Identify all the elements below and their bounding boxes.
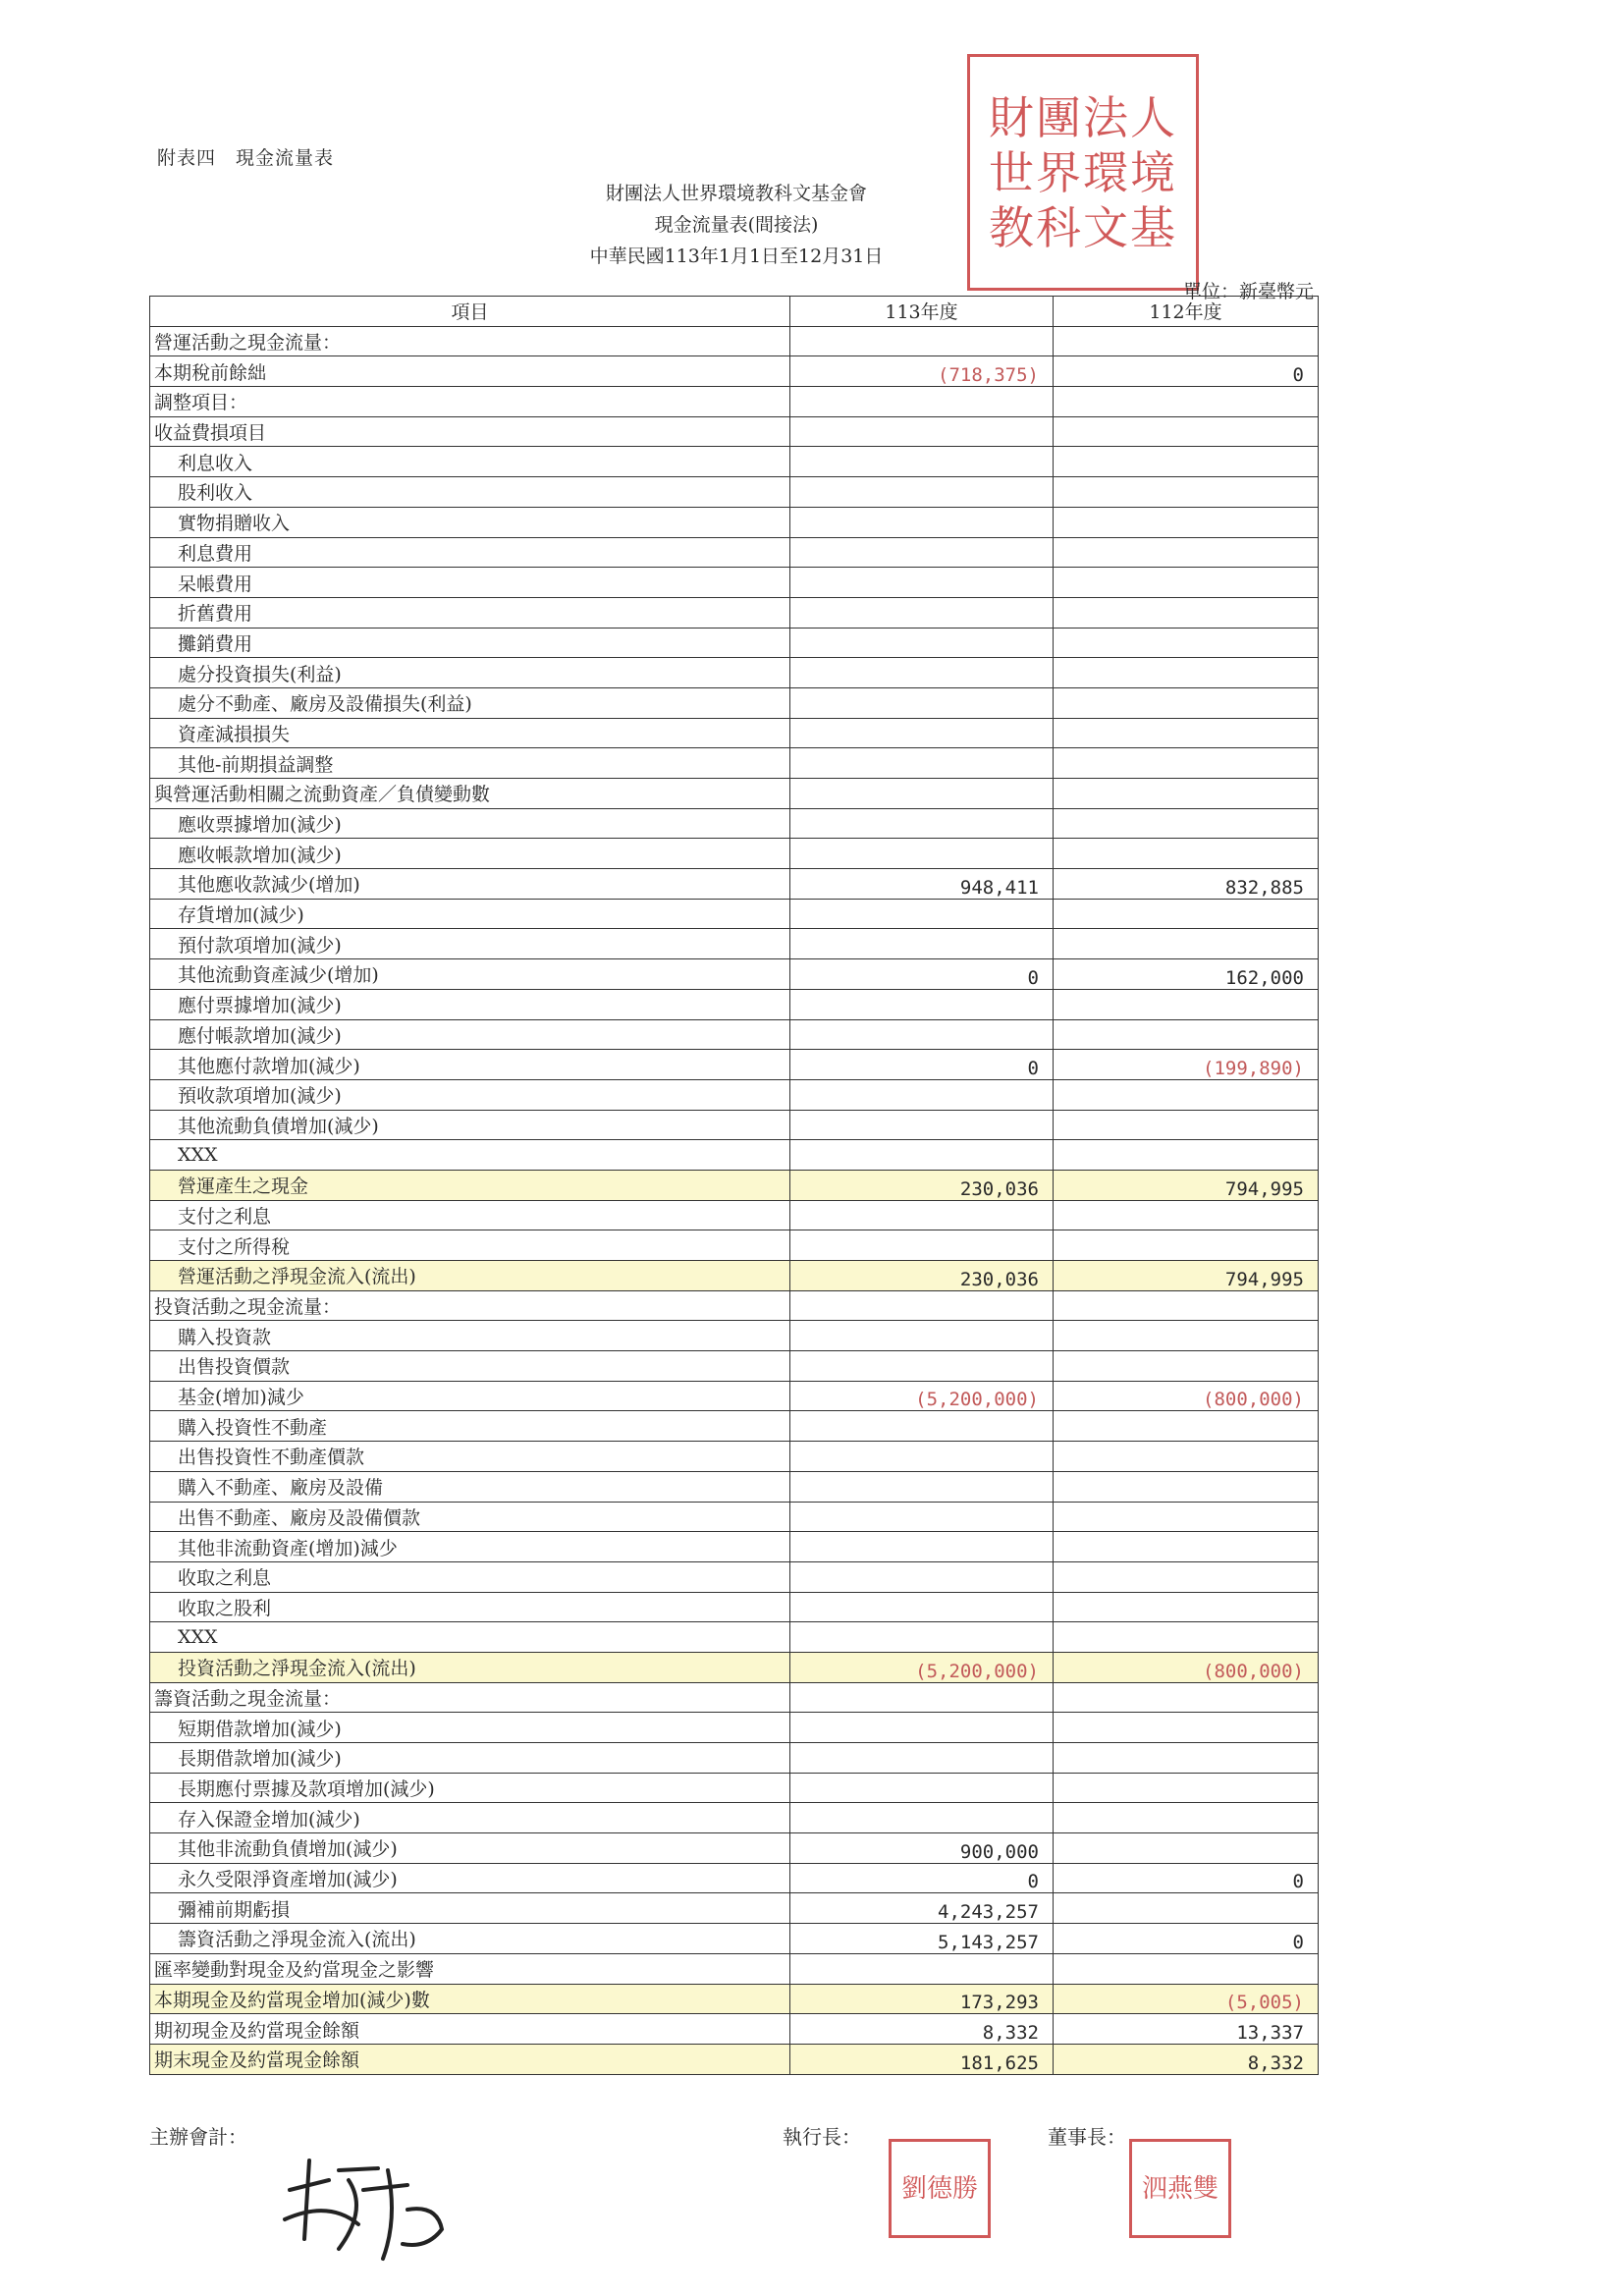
row-label: 投資活動之淨現金流入(流出) xyxy=(150,1652,790,1682)
row-value-y113: 4,243,257 xyxy=(790,1893,1054,1924)
row-label: 投資活動之現金流量： xyxy=(150,1290,790,1321)
row-label: 基金(增加)減少 xyxy=(150,1381,790,1411)
row-value-y112 xyxy=(1054,839,1319,869)
row-value-y113: (5,200,000) xyxy=(790,1381,1054,1411)
table-row xyxy=(150,1140,1319,1171)
row-value-y113 xyxy=(790,929,1054,959)
row-value-y112 xyxy=(1054,748,1319,779)
row-label: XXX xyxy=(150,1622,790,1653)
row-label: 與營運活動相關之流動資產／負債變動數 xyxy=(150,779,790,809)
row-value-y112 xyxy=(1054,1953,1319,1984)
row-value-y112 xyxy=(1054,1471,1319,1502)
row-label: 應付票據增加(減少) xyxy=(150,989,790,1019)
row-value-y113 xyxy=(790,1743,1054,1774)
table-row xyxy=(150,779,1319,809)
row-label: 處分投資損失(利益) xyxy=(150,658,790,688)
row-value-y113: 900,000 xyxy=(790,1833,1054,1864)
table-row xyxy=(150,477,1319,508)
chairman-label: 董事長： xyxy=(1048,2125,1126,2149)
row-value-y113 xyxy=(790,1442,1054,1472)
accountant-signature xyxy=(270,2151,466,2269)
row-label: 其他應付款增加(減少) xyxy=(150,1050,790,1080)
table-row xyxy=(150,416,1319,447)
row-label: 籌資活動之淨現金流入(流出) xyxy=(150,1924,790,1954)
table-row xyxy=(150,1290,1319,1321)
row-value-y113 xyxy=(790,387,1054,417)
column-header-112: 112年度 xyxy=(1054,297,1319,327)
row-value-y113 xyxy=(790,1713,1054,1743)
table-row xyxy=(150,1471,1319,1502)
table-row xyxy=(150,1924,1319,1954)
row-value-y112 xyxy=(1054,1290,1319,1321)
row-value-y112 xyxy=(1054,1019,1319,1050)
statement-period: 中華民國113年1月1日至12月31日 xyxy=(589,246,884,267)
table-row xyxy=(150,387,1319,417)
row-value-y112 xyxy=(1054,1502,1319,1532)
table-row xyxy=(150,1110,1319,1140)
table-row xyxy=(150,1442,1319,1472)
row-value-y112: 162,000 xyxy=(1054,959,1319,990)
table-row xyxy=(150,507,1319,537)
row-value-y113 xyxy=(790,1351,1054,1382)
row-value-y112 xyxy=(1054,416,1319,447)
row-label: 營運活動之淨現金流入(流出) xyxy=(150,1261,790,1291)
row-value-y112 xyxy=(1054,687,1319,718)
row-label: 營運產生之現金 xyxy=(150,1170,790,1200)
row-value-y112 xyxy=(1054,1200,1319,1230)
table-row xyxy=(150,1261,1319,1291)
table-row xyxy=(150,628,1319,658)
table-row xyxy=(150,1230,1319,1261)
table-row xyxy=(150,687,1319,718)
statement-title: 現金流量表(間接法) xyxy=(654,214,819,236)
row-value-y113: 181,625 xyxy=(790,2044,1054,2074)
chairman-seal: 泗燕雙 xyxy=(1129,2139,1231,2238)
cash-flow-table xyxy=(149,296,1319,2075)
row-label: 呆帳費用 xyxy=(150,568,790,598)
row-value-y113 xyxy=(790,537,1054,568)
row-label: 其他流動資產減少(增加) xyxy=(150,959,790,990)
row-value-y113 xyxy=(790,1773,1054,1803)
row-label: 收取之利息 xyxy=(150,1561,790,1592)
row-label: 其他流動負債增加(減少) xyxy=(150,1110,790,1140)
row-value-y112 xyxy=(1054,1893,1319,1924)
table-row xyxy=(150,1682,1319,1713)
row-value-y112 xyxy=(1054,447,1319,477)
table-row xyxy=(150,1984,1319,2014)
row-label: 其他非流動資產(增加)減少 xyxy=(150,1532,790,1562)
attachment-label: 附表四 現金流量表 xyxy=(157,147,335,169)
row-value-y112: 13,337 xyxy=(1054,2014,1319,2045)
row-value-y112 xyxy=(1054,718,1319,748)
row-value-y112 xyxy=(1054,1110,1319,1140)
row-label: 彌補前期虧損 xyxy=(150,1893,790,1924)
row-value-y113 xyxy=(790,748,1054,779)
row-label: 本期現金及約當現金增加(減少)數 xyxy=(150,1984,790,2014)
table-row xyxy=(150,1863,1319,1893)
row-value-y112: (800,000) xyxy=(1054,1381,1319,1411)
row-value-y112 xyxy=(1054,1713,1319,1743)
row-value-y112 xyxy=(1054,779,1319,809)
row-value-y112 xyxy=(1054,658,1319,688)
row-value-y112 xyxy=(1054,628,1319,658)
row-label: 購入投資性不動產 xyxy=(150,1411,790,1442)
row-value-y113 xyxy=(790,839,1054,869)
row-value-y113 xyxy=(790,808,1054,839)
table-row xyxy=(150,1652,1319,1682)
row-value-y113 xyxy=(790,507,1054,537)
row-label: 應付帳款增加(減少) xyxy=(150,1019,790,1050)
row-value-y112 xyxy=(1054,989,1319,1019)
row-label: 永久受限淨資產增加(減少) xyxy=(150,1863,790,1893)
table-row xyxy=(150,748,1319,779)
row-value-y113 xyxy=(790,899,1054,929)
row-value-y113 xyxy=(790,989,1054,1019)
row-value-y112: 0 xyxy=(1054,1863,1319,1893)
row-label: 折舊費用 xyxy=(150,597,790,628)
row-label: 實物捐贈收入 xyxy=(150,507,790,537)
row-label: 應收帳款增加(減少) xyxy=(150,839,790,869)
row-value-y113: 230,036 xyxy=(790,1261,1054,1291)
row-label: 其他非流動負債增加(減少) xyxy=(150,1833,790,1864)
row-value-y112 xyxy=(1054,1321,1319,1351)
row-value-y113 xyxy=(790,568,1054,598)
row-label: 其他應收款減少(增加) xyxy=(150,869,790,900)
table-row xyxy=(150,929,1319,959)
row-value-y113: 0 xyxy=(790,1050,1054,1080)
row-label: 應收票據增加(減少) xyxy=(150,808,790,839)
row-value-y113: (718,375) xyxy=(790,356,1054,387)
row-value-y112 xyxy=(1054,1532,1319,1562)
row-value-y113 xyxy=(790,1200,1054,1230)
row-label: 利息收入 xyxy=(150,447,790,477)
row-value-y113 xyxy=(790,1411,1054,1442)
row-label: 期初現金及約當現金餘額 xyxy=(150,2014,790,2045)
row-label: 收益費損項目 xyxy=(150,416,790,447)
row-value-y112: 8,332 xyxy=(1054,2044,1319,2074)
row-value-y112: 0 xyxy=(1054,1924,1319,1954)
table-row xyxy=(150,989,1319,1019)
row-label: 出售投資性不動產價款 xyxy=(150,1442,790,1472)
table-row xyxy=(150,1351,1319,1382)
row-value-y112 xyxy=(1054,326,1319,356)
row-label: 長期借款增加(減少) xyxy=(150,1743,790,1774)
row-label: 本期稅前餘絀 xyxy=(150,356,790,387)
table-row xyxy=(150,959,1319,990)
row-value-y112 xyxy=(1054,1411,1319,1442)
accountant-label: 主辦會計： xyxy=(149,2125,247,2149)
row-value-y112: 0 xyxy=(1054,356,1319,387)
row-value-y113 xyxy=(790,718,1054,748)
row-value-y112 xyxy=(1054,1140,1319,1171)
row-value-y113: 0 xyxy=(790,959,1054,990)
row-value-y112 xyxy=(1054,568,1319,598)
table-row xyxy=(150,1381,1319,1411)
table-row xyxy=(150,1833,1319,1864)
table-row xyxy=(150,568,1319,598)
row-value-y113 xyxy=(790,416,1054,447)
table-row xyxy=(150,1321,1319,1351)
row-label: 籌資活動之現金流量： xyxy=(150,1682,790,1713)
table-row xyxy=(150,1803,1319,1833)
table-row xyxy=(150,597,1319,628)
table-row xyxy=(150,447,1319,477)
row-value-y113 xyxy=(790,1110,1054,1140)
row-value-y113 xyxy=(790,477,1054,508)
row-value-y113: 948,411 xyxy=(790,869,1054,900)
table-row xyxy=(150,1019,1319,1050)
table-row xyxy=(150,1532,1319,1562)
row-value-y113: (5,200,000) xyxy=(790,1652,1054,1682)
row-value-y112 xyxy=(1054,1743,1319,1774)
row-value-y112 xyxy=(1054,387,1319,417)
table-header-row xyxy=(150,297,1319,327)
row-value-y112 xyxy=(1054,537,1319,568)
row-label: XXX xyxy=(150,1140,790,1171)
seal-glyphs: 財團法人 世界環境 教科文基 xyxy=(989,90,1177,254)
row-value-y112 xyxy=(1054,1833,1319,1864)
row-value-y112 xyxy=(1054,597,1319,628)
row-label: 收取之股利 xyxy=(150,1592,790,1622)
table-row xyxy=(150,1713,1319,1743)
row-label: 匯率變動對現金及約當現金之影響 xyxy=(150,1953,790,1984)
table-row xyxy=(150,1170,1319,1200)
row-value-y113 xyxy=(790,1953,1054,1984)
row-label: 股利收入 xyxy=(150,477,790,508)
row-value-y113 xyxy=(790,687,1054,718)
row-label: 存入保證金增加(減少) xyxy=(150,1803,790,1833)
row-label: 期末現金及約當現金餘額 xyxy=(150,2044,790,2074)
row-value-y113 xyxy=(790,1321,1054,1351)
table-row xyxy=(150,1592,1319,1622)
row-value-y112 xyxy=(1054,929,1319,959)
executive-label: 執行長： xyxy=(783,2125,861,2149)
table-row xyxy=(150,869,1319,900)
table-row xyxy=(150,1773,1319,1803)
row-value-y113 xyxy=(790,447,1054,477)
table-row xyxy=(150,1502,1319,1532)
row-value-y112: 794,995 xyxy=(1054,1170,1319,1200)
row-value-y113 xyxy=(790,1140,1054,1171)
row-label: 存貨增加(減少) xyxy=(150,899,790,929)
row-value-y113 xyxy=(790,1230,1054,1261)
row-label: 攤銷費用 xyxy=(150,628,790,658)
row-label: 預收款項增加(減少) xyxy=(150,1079,790,1110)
row-value-y113 xyxy=(790,658,1054,688)
row-value-y113 xyxy=(790,1532,1054,1562)
row-value-y112: (800,000) xyxy=(1054,1652,1319,1682)
table-row xyxy=(150,1893,1319,1924)
row-value-y112 xyxy=(1054,808,1319,839)
row-label: 利息費用 xyxy=(150,537,790,568)
table-row xyxy=(150,839,1319,869)
table-row xyxy=(150,1953,1319,1984)
organization-seal xyxy=(967,54,1199,291)
table-row xyxy=(150,1200,1319,1230)
executive-seal: 劉德勝 xyxy=(889,2139,991,2238)
row-value-y113: 173,293 xyxy=(790,1984,1054,2014)
column-header-item: 項目 xyxy=(150,297,790,327)
table-body xyxy=(150,326,1319,2074)
table-row xyxy=(150,2044,1319,2074)
table-row xyxy=(150,718,1319,748)
row-value-y112: 832,885 xyxy=(1054,869,1319,900)
row-value-y113 xyxy=(790,628,1054,658)
row-value-y113 xyxy=(790,1803,1054,1833)
table-row xyxy=(150,1622,1319,1653)
row-label: 預付款項增加(減少) xyxy=(150,929,790,959)
row-value-y112 xyxy=(1054,507,1319,537)
row-label: 營運活動之現金流量： xyxy=(150,326,790,356)
row-value-y113 xyxy=(790,1290,1054,1321)
row-value-y113 xyxy=(790,1682,1054,1713)
table-row xyxy=(150,1561,1319,1592)
row-value-y113: 5,143,257 xyxy=(790,1924,1054,1954)
row-value-y112: (199,890) xyxy=(1054,1050,1319,1080)
row-value-y112 xyxy=(1054,1773,1319,1803)
row-value-y113 xyxy=(790,1079,1054,1110)
row-label: 支付之利息 xyxy=(150,1200,790,1230)
row-label: 調整項目： xyxy=(150,387,790,417)
row-value-y112 xyxy=(1054,1230,1319,1261)
row-value-y113: 230,036 xyxy=(790,1170,1054,1200)
row-value-y113 xyxy=(790,597,1054,628)
row-value-y113 xyxy=(790,1561,1054,1592)
row-value-y113 xyxy=(790,1471,1054,1502)
table-row xyxy=(150,356,1319,387)
row-value-y112 xyxy=(1054,477,1319,508)
row-label: 處分不動產、廠房及設備損失(利益) xyxy=(150,687,790,718)
row-value-y112 xyxy=(1054,1592,1319,1622)
row-value-y112 xyxy=(1054,1622,1319,1653)
table-row xyxy=(150,2014,1319,2045)
row-label: 其他-前期損益調整 xyxy=(150,748,790,779)
row-label: 出售投資價款 xyxy=(150,1351,790,1382)
table-row xyxy=(150,808,1319,839)
currency-unit: 單位：新臺幣元 xyxy=(1182,281,1314,302)
row-value-y112 xyxy=(1054,1079,1319,1110)
row-label: 出售不動產、廠房及設備價款 xyxy=(150,1502,790,1532)
table-row xyxy=(150,1079,1319,1110)
org-name: 財團法人世界環境教科文基金會 xyxy=(605,183,867,204)
row-value-y113: 0 xyxy=(790,1863,1054,1893)
row-label: 購入投資款 xyxy=(150,1321,790,1351)
row-label: 短期借款增加(減少) xyxy=(150,1713,790,1743)
table-row xyxy=(150,658,1319,688)
row-value-y112: 794,995 xyxy=(1054,1261,1319,1291)
row-value-y113 xyxy=(790,326,1054,356)
row-value-y113 xyxy=(790,1019,1054,1050)
table-row xyxy=(150,537,1319,568)
row-value-y113 xyxy=(790,779,1054,809)
row-value-y113 xyxy=(790,1592,1054,1622)
table-row xyxy=(150,1411,1319,1442)
row-value-y112 xyxy=(1054,1803,1319,1833)
row-value-y112 xyxy=(1054,1351,1319,1382)
row-label: 長期應付票據及款項增加(減少) xyxy=(150,1773,790,1803)
row-value-y113: 8,332 xyxy=(790,2014,1054,2045)
row-value-y112 xyxy=(1054,1682,1319,1713)
table-row xyxy=(150,1743,1319,1774)
row-value-y113 xyxy=(790,1502,1054,1532)
table-row xyxy=(150,326,1319,356)
row-value-y112 xyxy=(1054,899,1319,929)
row-label: 購入不動產、廠房及設備 xyxy=(150,1471,790,1502)
row-value-y112: (5,005) xyxy=(1054,1984,1319,2014)
row-label: 支付之所得稅 xyxy=(150,1230,790,1261)
row-label: 資產減損損失 xyxy=(150,718,790,748)
table-row xyxy=(150,1050,1319,1080)
row-value-y112 xyxy=(1054,1442,1319,1472)
table-row xyxy=(150,899,1319,929)
row-value-y112 xyxy=(1054,1561,1319,1592)
column-header-113: 113年度 xyxy=(790,297,1054,327)
row-value-y113 xyxy=(790,1622,1054,1653)
